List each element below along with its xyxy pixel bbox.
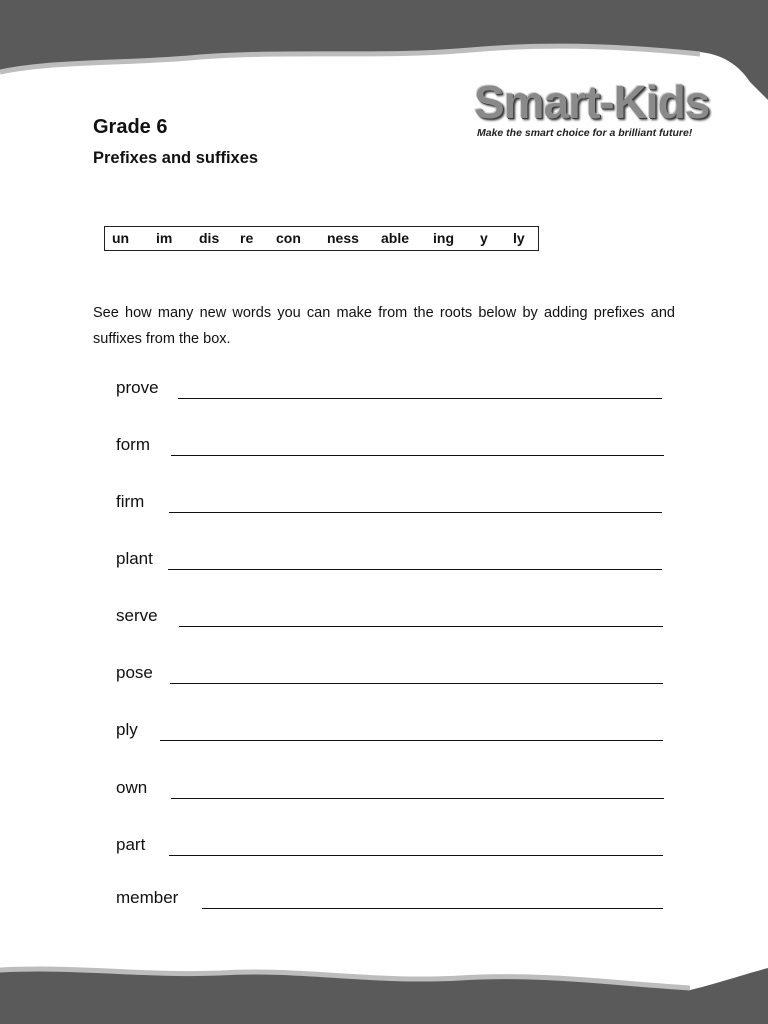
root-word: plant bbox=[116, 549, 153, 568]
root-word: firm bbox=[116, 492, 145, 511]
root-word: ply bbox=[116, 720, 138, 739]
answer-line[interactable] bbox=[169, 855, 663, 856]
root-word: prove bbox=[116, 378, 159, 397]
affix-item: im bbox=[156, 230, 173, 246]
answer-line[interactable] bbox=[160, 740, 663, 741]
instructions: See how many new words you can make from the roots below by adding prefixes and suffixes from the box. bbox=[93, 305, 675, 347]
root-word: own bbox=[116, 778, 148, 797]
root-word: serve bbox=[116, 606, 158, 625]
answer-line[interactable] bbox=[168, 569, 662, 570]
worksheet-topic: Prefixes and suffixes bbox=[93, 149, 259, 167]
logo-wordmark: Smart-Kids bbox=[474, 76, 710, 128]
root-word: form bbox=[116, 435, 150, 454]
root-word: pose bbox=[116, 663, 153, 682]
smart-kids-logo bbox=[474, 76, 724, 146]
affix-item: y bbox=[480, 230, 488, 246]
affix-item: ly bbox=[513, 230, 525, 246]
answer-line[interactable] bbox=[178, 398, 662, 399]
root-word: member bbox=[116, 888, 179, 907]
answer-line[interactable] bbox=[171, 455, 664, 456]
grade-title: Grade 6 bbox=[93, 116, 168, 138]
affix-item: ing bbox=[433, 230, 454, 246]
answer-line[interactable] bbox=[179, 626, 663, 627]
answer-line[interactable] bbox=[202, 908, 663, 909]
answer-line[interactable] bbox=[169, 512, 662, 513]
affix-item: un bbox=[112, 230, 130, 246]
answer-line[interactable] bbox=[170, 683, 663, 684]
affix-item: re bbox=[240, 230, 254, 246]
affix-item: able bbox=[381, 230, 410, 246]
affix-item: con bbox=[276, 230, 301, 246]
affix-item: dis bbox=[199, 230, 220, 246]
affix-item: ness bbox=[327, 230, 359, 246]
affix-box bbox=[104, 226, 539, 251]
root-word: part bbox=[116, 835, 146, 854]
answer-line[interactable] bbox=[171, 798, 664, 799]
logo-tagline: Make the smart choice for a brilliant future! bbox=[477, 127, 693, 139]
